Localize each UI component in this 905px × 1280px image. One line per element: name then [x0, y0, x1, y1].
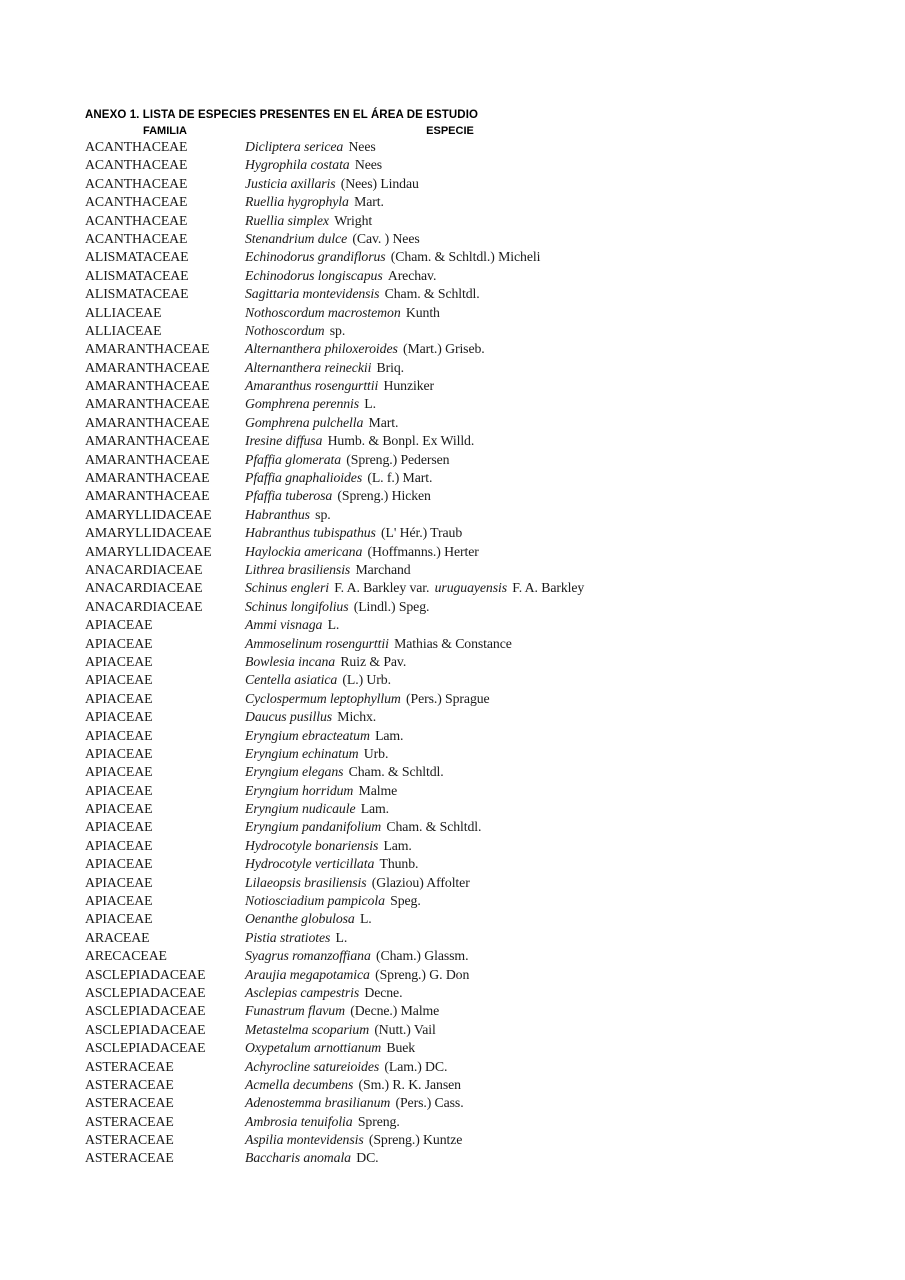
family-cell: ACANTHACEAE: [85, 157, 188, 173]
species-author: L.: [327, 617, 340, 633]
species-author: Lam.: [383, 837, 412, 853]
family-cell: AMARANTHACEAE: [85, 396, 210, 412]
family-cell: ASTERACEAE: [85, 1150, 174, 1166]
family-cell: ACANTHACEAE: [85, 139, 188, 154]
table-row: [85, 1113, 905, 1131]
family-cell: APIACEAE: [85, 617, 153, 633]
family-cell: ACANTHACEAE: [85, 212, 188, 228]
species-name: Asclepias campestris: [245, 984, 360, 1000]
table-row: [85, 818, 905, 836]
species-name: Amaranthus rosengurttii: [245, 378, 379, 394]
species-name: Haylockia americana: [245, 543, 363, 559]
family-cell: ASCLEPIADACEAE: [85, 1003, 206, 1019]
species-name: Echinodorus longiscapus: [245, 267, 383, 283]
species-name: Pfaffia gnaphalioides: [245, 470, 363, 486]
species-cell: [245, 432, 905, 450]
species-cell: [245, 156, 905, 174]
family-cell: APIACEAE: [85, 893, 153, 909]
table-row: [85, 1039, 905, 1057]
species-author: (Pers.) Sprague: [406, 690, 490, 706]
species-author: (Pers.) Cass.: [395, 1095, 464, 1111]
table-row: [85, 414, 905, 432]
species-name: Ruellia hygrophyla: [245, 194, 349, 210]
species-cell: [245, 616, 905, 634]
species-table: [85, 138, 905, 1168]
species-cell: [245, 947, 905, 965]
species-name: Ammi visnaga: [245, 617, 323, 633]
species-author: sp.: [315, 506, 331, 522]
species-name: Pistia stratiotes: [245, 929, 331, 945]
family-cell: AMARANTHACEAE: [85, 451, 210, 467]
species-cell: [245, 1002, 905, 1020]
species-cell: [245, 598, 905, 616]
table-row: [85, 230, 905, 248]
species-author: (Hoffmanns.) Herter: [367, 543, 479, 559]
family-cell: ANACARDIACEAE: [85, 561, 203, 577]
species-author: (Lindl.) Speg.: [353, 598, 430, 614]
species-author: Lam.: [360, 801, 390, 817]
species-cell: [245, 267, 905, 285]
species-cell: [245, 1058, 905, 1076]
family-cell: APIACEAE: [85, 727, 153, 743]
species-name: Hydrocotyle bonariensis: [245, 837, 379, 853]
family-cell: APIACEAE: [85, 911, 153, 927]
species-name: Pfaffia glomerata: [245, 451, 342, 467]
species-cell: [245, 745, 905, 763]
species-cell: [245, 690, 905, 708]
table-row: [85, 763, 905, 781]
species-cell: [245, 304, 905, 322]
species-cell: [245, 1149, 905, 1167]
species-cell: [245, 469, 905, 487]
species-author: Hunziker: [383, 378, 435, 394]
family-cell: ASCLEPIADACEAE: [85, 984, 206, 1000]
species-author: Michx.: [337, 709, 377, 725]
family-cell: ASTERACEAE: [85, 1058, 174, 1074]
species-author: Buek: [386, 1040, 416, 1056]
table-row: [85, 248, 905, 266]
species-name: uruguayensis: [434, 580, 508, 596]
table-row: [85, 285, 905, 303]
species-cell: [245, 727, 905, 745]
table-row: [85, 395, 905, 413]
species-name: Alternanthera reineckii: [245, 359, 372, 375]
species-name: Eryngium pandanifolium: [245, 819, 382, 835]
species-cell: [245, 414, 905, 432]
species-cell: [245, 230, 905, 248]
species-author: (Nees) Lindau: [340, 175, 419, 191]
table-row: [85, 1149, 905, 1167]
table-row: [85, 506, 905, 524]
species-cell: [245, 1021, 905, 1039]
family-cell: AMARANTHACEAE: [85, 488, 210, 504]
species-name: Alternanthera philoxeroides: [245, 341, 398, 357]
species-cell: [245, 855, 905, 873]
table-row: [85, 1058, 905, 1076]
table-row: [85, 892, 905, 910]
family-cell: ANACARDIACEAE: [85, 598, 203, 614]
species-author: Mathias & Constance: [394, 635, 512, 651]
species-author: Spreng.: [357, 1113, 400, 1129]
species-name: Eryngium nudicaule: [245, 801, 356, 817]
species-cell: [245, 377, 905, 395]
species-cell: [245, 138, 905, 156]
species-author: Arechav.: [387, 267, 437, 283]
family-cell: ASTERACEAE: [85, 1132, 174, 1148]
species-cell: [245, 635, 905, 653]
species-name: Iresine diffusa: [245, 433, 323, 449]
species-author: L.: [359, 911, 372, 927]
column-header-especie: ESPECIE: [426, 125, 474, 137]
species-author: Mart.: [368, 414, 399, 430]
species-name: Dicliptera sericea: [245, 139, 344, 154]
species-cell: [245, 175, 905, 193]
species-name: Justicia axillaris: [245, 175, 336, 191]
species-name: Eryngium horridum: [245, 782, 354, 798]
table-row: [85, 138, 905, 156]
species-cell: [245, 1076, 905, 1094]
species-name: Metastelma scoparium: [245, 1021, 370, 1037]
species-author: Urb.: [363, 745, 389, 761]
table-row: [85, 671, 905, 689]
table-row: [85, 616, 905, 634]
family-cell: AMARYLLIDACEAE: [85, 506, 212, 522]
table-row: [85, 635, 905, 653]
family-cell: APIACEAE: [85, 837, 153, 853]
table-header: [85, 124, 905, 138]
table-row: [85, 1076, 905, 1094]
species-name: Oxypetalum arnottianum: [245, 1040, 382, 1056]
species-name: Oenanthe globulosa: [245, 911, 355, 927]
table-row: [85, 267, 905, 285]
species-author: Cham. & Schltdl.: [348, 764, 444, 780]
family-cell: ASTERACEAE: [85, 1095, 174, 1111]
species-name: Aspilia montevidensis: [245, 1132, 364, 1148]
table-row: [85, 304, 905, 322]
family-cell: ALLIACEAE: [85, 322, 162, 338]
species-author: (Lam.) DC.: [384, 1058, 448, 1074]
species-name: Notiosciadium pampicola: [245, 893, 385, 909]
table-row: [85, 561, 905, 579]
species-name: Gomphrena pulchella: [245, 414, 364, 430]
species-name: Habranthus tubispathus: [245, 525, 376, 541]
family-cell: AMARYLLIDACEAE: [85, 525, 212, 541]
family-cell: ASTERACEAE: [85, 1113, 174, 1129]
family-cell: ALISMATACEAE: [85, 267, 189, 283]
table-row: [85, 340, 905, 358]
table-row: [85, 524, 905, 542]
species-cell: [245, 966, 905, 984]
species-cell: [245, 653, 905, 671]
species-name: Achyrocline satureioides: [245, 1058, 380, 1074]
table-row: [85, 543, 905, 561]
species-author: (Sm.) R. K. Jansen: [358, 1076, 461, 1092]
species-name: Ammoselinum rosengurttii: [245, 635, 389, 651]
family-cell: APIACEAE: [85, 653, 153, 669]
species-author: F. A. Barkley var.: [334, 580, 430, 596]
species-cell: [245, 874, 905, 892]
table-row: [85, 377, 905, 395]
table-row: [85, 487, 905, 505]
species-cell: [245, 1094, 905, 1112]
family-cell: ALISMATACEAE: [85, 249, 189, 265]
species-name: Ambrosia tenuifolia: [245, 1113, 353, 1129]
family-cell: AMARYLLIDACEAE: [85, 543, 212, 559]
family-cell: AMARANTHACEAE: [85, 341, 210, 357]
species-name: Baccharis anomala: [245, 1150, 351, 1166]
family-cell: AMARANTHACEAE: [85, 378, 210, 394]
species-author: Cham. & Schltdl.: [384, 286, 480, 302]
species-author: F. A. Barkley: [512, 580, 585, 596]
species-author: (Cav. ) Nees: [352, 230, 420, 246]
table-row: [85, 855, 905, 873]
family-cell: APIACEAE: [85, 874, 153, 890]
table-row: [85, 598, 905, 616]
species-name: Schinus engleri: [245, 580, 329, 596]
table-row: [85, 874, 905, 892]
family-cell: ACANTHACEAE: [85, 175, 188, 191]
species-cell: [245, 285, 905, 303]
species-author: Wright: [334, 212, 373, 228]
species-author: Cham. & Schltdl.: [386, 819, 482, 835]
species-cell: [245, 561, 905, 579]
species-name: Araujia megapotamica: [245, 966, 370, 982]
family-cell: ALISMATACEAE: [85, 286, 189, 302]
family-cell: ASTERACEAE: [85, 1076, 174, 1092]
species-name: Habranthus: [245, 506, 310, 522]
species-author: Malme: [358, 782, 398, 798]
table-row: [85, 745, 905, 763]
species-author: (Spreng.) G. Don: [375, 966, 470, 982]
species-cell: [245, 506, 905, 524]
table-row: [85, 690, 905, 708]
table-row: [85, 212, 905, 230]
family-cell: APIACEAE: [85, 801, 153, 817]
column-header-familia: FAMILIA: [143, 125, 187, 137]
table-row: [85, 322, 905, 340]
table-row: [85, 837, 905, 855]
species-cell: [245, 800, 905, 818]
species-cell: [245, 1113, 905, 1131]
species-author: (Cham.) Glassm.: [376, 948, 469, 964]
species-author: (L.) Urb.: [342, 672, 391, 688]
family-cell: APIACEAE: [85, 745, 153, 761]
family-cell: AMARANTHACEAE: [85, 433, 210, 449]
family-cell: ANACARDIACEAE: [85, 580, 203, 596]
species-author: (Spreng.) Pedersen: [346, 451, 450, 467]
species-author: (Cham. & Schltdl.) Micheli: [390, 249, 541, 265]
species-cell: [245, 487, 905, 505]
species-cell: [245, 579, 905, 597]
species-author: Ruiz & Pav.: [340, 653, 407, 669]
species-cell: [245, 395, 905, 413]
species-name: Pfaffia tuberosa: [245, 488, 333, 504]
family-cell: APIACEAE: [85, 709, 153, 725]
species-name: Stenandrium dulce: [245, 230, 348, 246]
table-row: [85, 175, 905, 193]
species-author: (Decne.) Malme: [350, 1003, 440, 1019]
species-name: Hydrocotyle verticillata: [245, 856, 375, 872]
species-cell: [245, 763, 905, 781]
table-row: [85, 800, 905, 818]
species-cell: [245, 212, 905, 230]
species-name: Nothoscordum: [245, 322, 325, 338]
species-author: Mart.: [354, 194, 384, 210]
family-cell: APIACEAE: [85, 672, 153, 688]
table-row: [85, 193, 905, 211]
species-author: (Spreng.) Kuntze: [368, 1132, 463, 1148]
species-name: Bowlesia incana: [245, 653, 336, 669]
species-cell: [245, 359, 905, 377]
family-cell: ACANTHACEAE: [85, 194, 188, 210]
species-author: Briq.: [376, 359, 405, 375]
table-row: [85, 782, 905, 800]
table-row: [85, 469, 905, 487]
species-cell: [245, 892, 905, 910]
species-author: L.: [364, 396, 376, 412]
family-cell: ACANTHACEAE: [85, 230, 188, 246]
family-cell: ASCLEPIADACEAE: [85, 1021, 206, 1037]
family-cell: ALLIACEAE: [85, 304, 162, 320]
species-name: Echinodorus grandiflorus: [245, 249, 386, 265]
family-cell: ARACEAE: [85, 929, 150, 945]
species-author: DC.: [356, 1150, 379, 1166]
species-cell: [245, 671, 905, 689]
species-author: Marchand: [355, 561, 411, 577]
species-cell: [245, 524, 905, 542]
species-cell: [245, 340, 905, 358]
table-row: [85, 579, 905, 597]
table-row: [85, 984, 905, 1002]
species-author: (Mart.) Griseb.: [402, 341, 485, 357]
family-cell: APIACEAE: [85, 782, 153, 798]
species-name: Cyclospermum leptophyllum: [245, 690, 401, 706]
table-row: [85, 966, 905, 984]
family-cell: APIACEAE: [85, 764, 153, 780]
species-name: Centella asiatica: [245, 672, 338, 688]
species-author: (Nutt.) Vail: [374, 1021, 436, 1037]
table-row: [85, 910, 905, 928]
table-row: [85, 1021, 905, 1039]
species-author: Thunb.: [379, 856, 419, 872]
species-author: Speg.: [390, 893, 421, 909]
species-cell: [245, 248, 905, 266]
species-author: (L' Hér.) Traub: [381, 525, 463, 541]
species-cell: [245, 451, 905, 469]
species-author: (Spreng.) Hicken: [337, 488, 431, 504]
species-name: Eryngium ebracteatum: [245, 727, 370, 743]
species-name: Nothoscordum macrostemon: [245, 304, 401, 320]
family-cell: ARECACEAE: [85, 948, 167, 964]
table-row: [85, 708, 905, 726]
table-row: [85, 432, 905, 450]
family-cell: APIACEAE: [85, 690, 153, 706]
species-name: Adenostemma brasilianum: [245, 1095, 391, 1111]
species-cell: [245, 193, 905, 211]
species-name: Sagittaria montevidensis: [245, 286, 380, 302]
page-title: ANEXO 1. LISTA DE ESPECIES PRESENTES EN EL ÁREA DE ESTUDIO: [85, 109, 479, 121]
table-row: [85, 1094, 905, 1112]
species-name: Acmella decumbens: [245, 1076, 354, 1092]
species-name: Ruellia simplex: [245, 212, 329, 228]
species-author: (Glaziou) Affolter: [371, 874, 470, 890]
species-cell: [245, 1039, 905, 1057]
table-row: [85, 653, 905, 671]
family-cell: APIACEAE: [85, 819, 153, 835]
species-name: Gomphrena perennis: [245, 396, 360, 412]
family-cell: APIACEAE: [85, 856, 153, 872]
species-author: Lam.: [375, 727, 404, 743]
family-cell: ASCLEPIADACEAE: [85, 1040, 206, 1056]
table-row: [85, 156, 905, 174]
species-name: Lithrea brasiliensis: [245, 561, 351, 577]
species-cell: [245, 543, 905, 561]
species-name: Schinus longifolius: [245, 598, 349, 614]
species-cell: [245, 929, 905, 947]
species-cell: [245, 782, 905, 800]
table-row: [85, 727, 905, 745]
species-name: Lilaeopsis brasiliensis: [245, 874, 367, 890]
species-name: Eryngium echinatum: [245, 745, 359, 761]
species-cell: [245, 1131, 905, 1149]
family-cell: AMARANTHACEAE: [85, 414, 210, 430]
species-cell: [245, 818, 905, 836]
species-author: L.: [335, 929, 348, 945]
table-row: [85, 1131, 905, 1149]
species-name: Eryngium elegans: [245, 764, 344, 780]
species-cell: [245, 322, 905, 340]
species-author: Kunth: [405, 304, 440, 320]
family-cell: AMARANTHACEAE: [85, 359, 210, 375]
family-cell: AMARANTHACEAE: [85, 470, 210, 486]
species-cell: [245, 837, 905, 855]
species-cell: [245, 984, 905, 1002]
species-name: Syagrus romanzoffiana: [245, 948, 371, 964]
table-row: [85, 451, 905, 469]
table-row: [85, 929, 905, 947]
table-row: [85, 359, 905, 377]
species-author: Nees: [354, 157, 383, 173]
species-author: Humb. & Bonpl. Ex Willd.: [327, 433, 475, 449]
species-author: sp.: [329, 322, 346, 338]
species-name: Daucus pusillus: [245, 709, 333, 725]
species-name: Funastrum flavum: [245, 1003, 345, 1019]
species-author: (L. f.) Mart.: [367, 470, 433, 486]
table-row: [85, 947, 905, 965]
family-cell: APIACEAE: [85, 635, 153, 651]
species-author: Nees: [348, 139, 376, 154]
species-cell: [245, 910, 905, 928]
family-cell: ASCLEPIADACEAE: [85, 966, 206, 982]
species-name: Hygrophila costata: [245, 157, 350, 173]
species-cell: [245, 708, 905, 726]
table-row: [85, 1002, 905, 1020]
species-author: Decne.: [364, 984, 403, 1000]
